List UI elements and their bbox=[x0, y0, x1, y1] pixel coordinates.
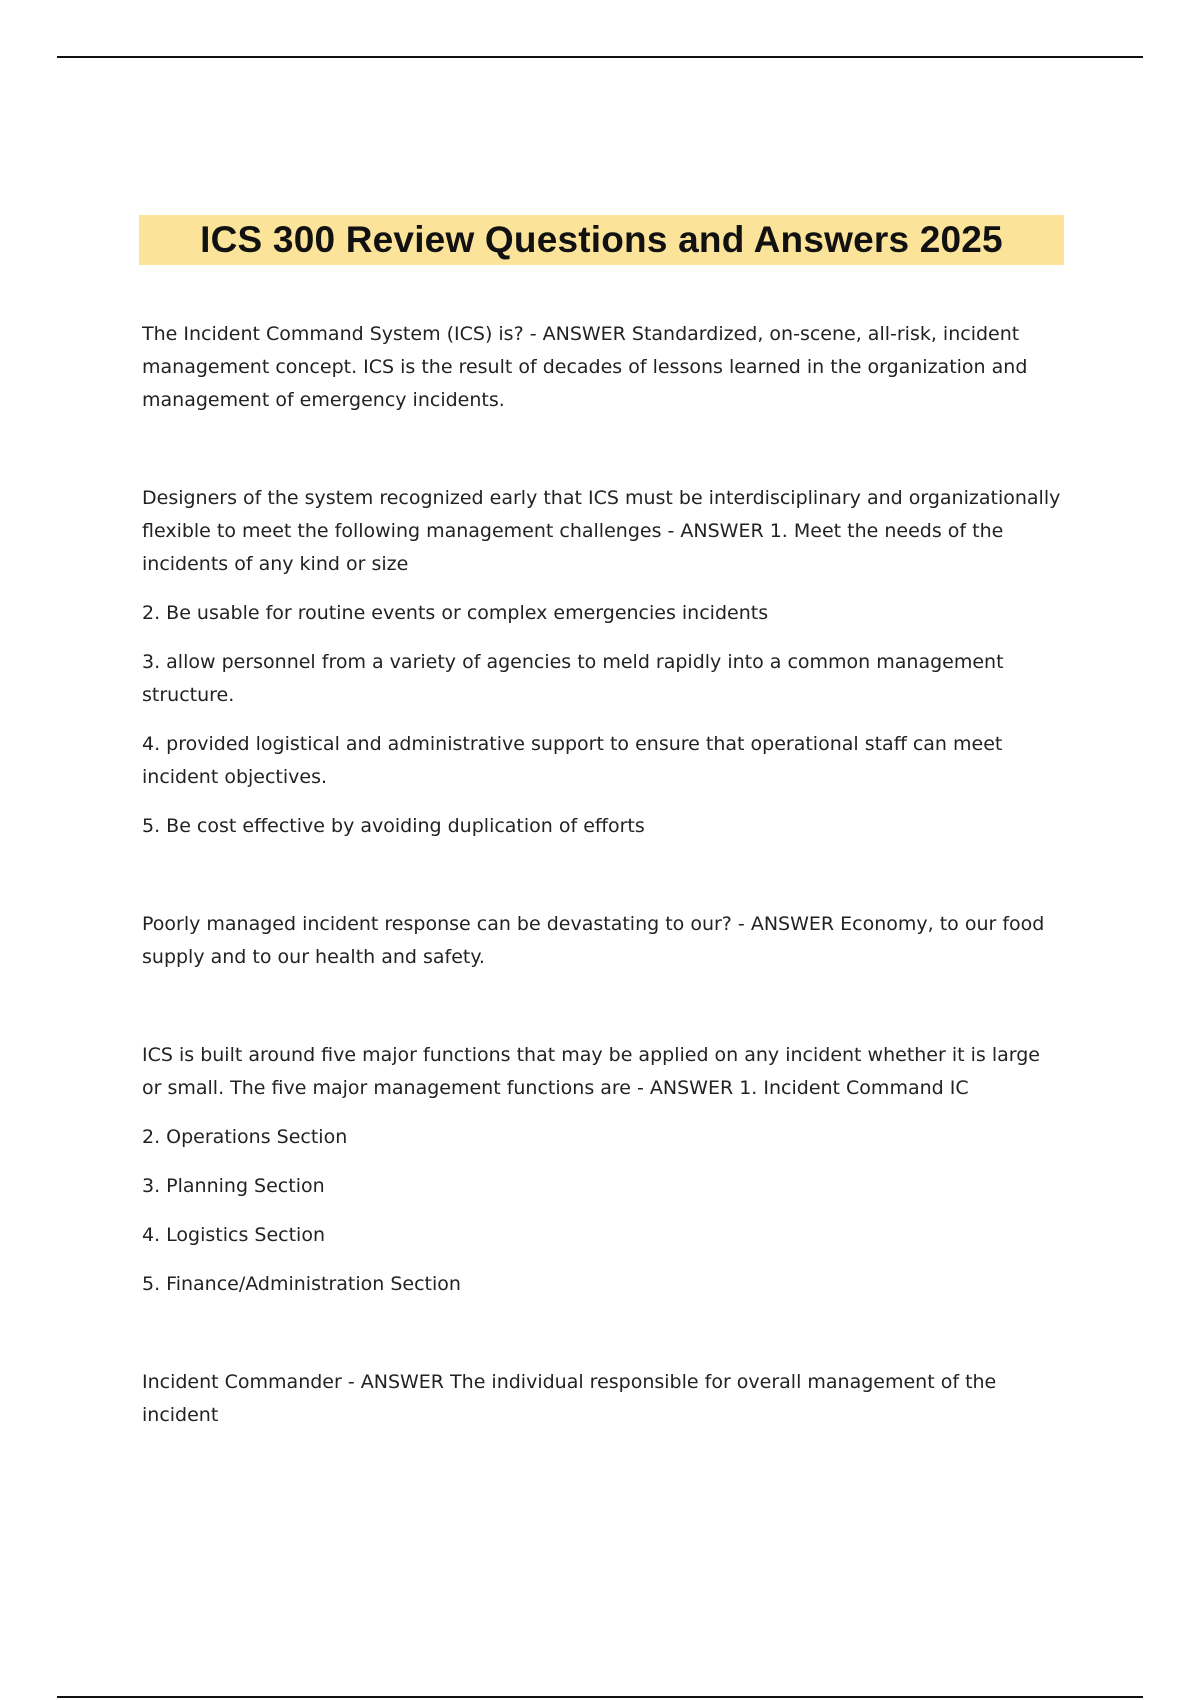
document-title: ICS 300 Review Questions and Answers 2025 bbox=[200, 219, 1003, 260]
qa-entry-1 bbox=[142, 318, 1062, 417]
answer-list-item: 3. allow personnel from a variety of agencies to meld rapidly into a common management structure. bbox=[142, 651, 1004, 706]
answer-list-item: 4. Logistics Section bbox=[142, 1224, 325, 1246]
qa-text: Designers of the system recognized early that ICS must be interdisciplinary and organizationally flexible to meet the following management challenges - ANSWER 1. Meet the needs of the incidents of any kind or size bbox=[142, 487, 1061, 575]
qa-entry-2 bbox=[142, 482, 1062, 843]
qa-text: Poorly managed incident response can be devastating to our? - ANSWER Economy, to our food supply and to our health and safety. bbox=[142, 913, 1045, 968]
title-banner bbox=[139, 215, 1064, 265]
answer-list-item: 2. Be usable for routine events or complex emergencies incidents bbox=[142, 602, 769, 624]
answer-list-item: 3. Planning Section bbox=[142, 1175, 325, 1197]
bottom-rule bbox=[57, 1696, 1143, 1698]
qa-text: ICS is built around five major functions that may be applied on any incident whether it is large or small. The five major management functions are - ANSWER 1. Incident Command IC bbox=[142, 1044, 1040, 1099]
answer-list-item: 4. provided logistical and administrative support to ensure that operational staff can meet incident objectives. bbox=[142, 733, 1003, 788]
top-rule bbox=[57, 56, 1143, 58]
answer-list-item: 2. Operations Section bbox=[142, 1126, 348, 1148]
qa-entry-5 bbox=[142, 1366, 1062, 1432]
qa-entry-4 bbox=[142, 1039, 1062, 1301]
answer-list-item: 5. Be cost effective by avoiding duplication of efforts bbox=[142, 815, 645, 837]
qa-text: The Incident Command System (ICS) is? - ANSWER Standardized, on-scene, all-risk, incident management concept. ICS is the result of decades of lessons learned in the organization and management of emergency incidents. bbox=[142, 323, 1028, 411]
answer-list-item: 5. Finance/Administration Section bbox=[142, 1273, 461, 1295]
qa-text: Incident Commander - ANSWER The individual responsible for overall management of the incident bbox=[142, 1371, 997, 1426]
qa-entry-3 bbox=[142, 908, 1062, 974]
document-body bbox=[142, 318, 1062, 1432]
